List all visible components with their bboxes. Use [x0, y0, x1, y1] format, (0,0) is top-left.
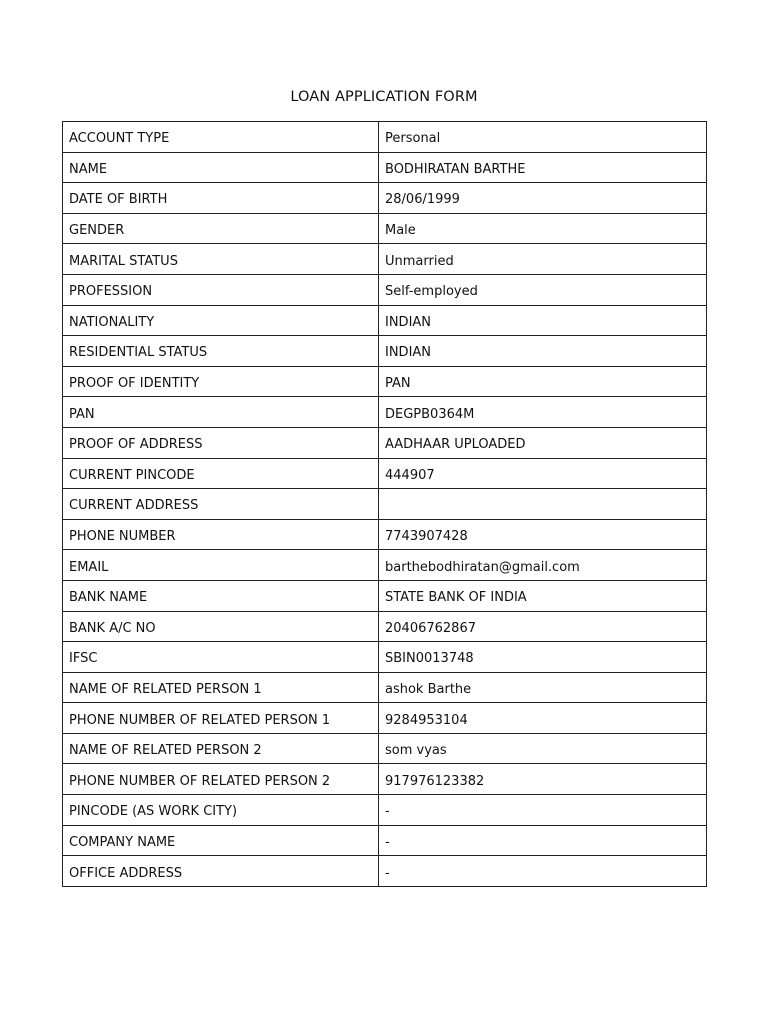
table-row [63, 672, 707, 703]
field-value: INDIAN [385, 314, 432, 330]
field-label: PROOF OF IDENTITY [69, 376, 200, 392]
field-label: PINCODE (AS WORK CITY) [69, 804, 238, 820]
field-value: 444907 [385, 467, 435, 483]
field-value: 9284953104 [385, 712, 468, 728]
field-label-cell [63, 703, 379, 734]
field-value-cell [379, 458, 707, 489]
field-label: NAME OF RELATED PERSON 2 [69, 743, 262, 759]
field-label-cell [63, 213, 379, 244]
table-row [63, 856, 707, 887]
field-label-cell [63, 825, 379, 856]
table-row [63, 152, 707, 183]
field-label: CURRENT PINCODE [69, 467, 195, 483]
field-label: PROFESSION [69, 284, 153, 300]
field-label: BANK A/C NO [69, 620, 156, 636]
field-value-cell [379, 519, 707, 550]
field-value-cell [379, 672, 707, 703]
field-value: ashok Barthe [385, 681, 472, 697]
field-label: DATE OF BIRTH [69, 192, 168, 208]
field-value: DEGPB0364M [385, 406, 475, 422]
table-row [63, 764, 707, 795]
table-row [63, 550, 707, 581]
field-value: AADHAAR UPLOADED [385, 437, 526, 453]
field-value: 7743907428 [385, 529, 468, 545]
field-value-cell [379, 336, 707, 367]
field-value: Unmarried [385, 253, 454, 269]
field-value-cell [379, 366, 707, 397]
field-label: RESIDENTIAL STATUS [69, 345, 208, 361]
field-value: Male [385, 223, 416, 239]
table-row [63, 825, 707, 856]
field-value-cell [379, 183, 707, 214]
field-value-cell [379, 397, 707, 428]
field-label: NAME OF RELATED PERSON 1 [69, 681, 262, 697]
field-value: INDIAN [385, 345, 432, 361]
field-label-cell [63, 274, 379, 305]
table-row [63, 305, 707, 336]
field-label: OFFICE ADDRESS [69, 865, 183, 881]
page-title: LOAN APPLICATION FORM [290, 89, 478, 105]
field-label-cell [63, 580, 379, 611]
field-value-cell [379, 122, 707, 153]
table-row [63, 519, 707, 550]
field-value: - [385, 834, 390, 850]
field-value: 20406762867 [385, 620, 476, 636]
table-row [63, 213, 707, 244]
field-label-cell [63, 152, 379, 183]
field-label: COMPANY NAME [69, 834, 176, 850]
field-value: - [385, 804, 390, 820]
field-value-cell [379, 489, 707, 520]
table-row [63, 703, 707, 734]
table-row [63, 489, 707, 520]
field-value-cell [379, 152, 707, 183]
loan-application-table [62, 121, 707, 887]
field-label: EMAIL [69, 559, 109, 575]
table-row [63, 122, 707, 153]
field-value: som vyas [385, 743, 447, 759]
field-label: BANK NAME [69, 590, 148, 606]
field-label-cell [63, 458, 379, 489]
field-value-cell [379, 825, 707, 856]
table-row [63, 427, 707, 458]
field-value: barthebodhiratan@gmail.com [385, 559, 580, 575]
table-row [63, 274, 707, 305]
field-value: STATE BANK OF INDIA [385, 590, 527, 606]
table-row [63, 336, 707, 367]
table-row [63, 244, 707, 275]
field-label: PROOF OF ADDRESS [69, 437, 203, 453]
field-label-cell [63, 244, 379, 275]
field-value: SBIN0013748 [385, 651, 474, 667]
table-row [63, 366, 707, 397]
field-value-cell [379, 703, 707, 734]
field-value: Self-employed [385, 284, 478, 300]
field-label-cell [63, 427, 379, 458]
field-label-cell [63, 366, 379, 397]
field-value-cell [379, 611, 707, 642]
field-label: PHONE NUMBER OF RELATED PERSON 2 [69, 773, 331, 789]
field-label: NAME [69, 161, 108, 177]
field-value: PAN [385, 376, 411, 392]
form-rows [63, 122, 707, 887]
field-label-cell [63, 336, 379, 367]
field-label-cell [63, 122, 379, 153]
field-label-cell [63, 183, 379, 214]
field-value-cell [379, 427, 707, 458]
field-label: PHONE NUMBER [69, 529, 176, 545]
field-value-cell [379, 274, 707, 305]
field-label: NATIONALITY [69, 314, 155, 330]
table-row [63, 580, 707, 611]
field-label-cell [63, 305, 379, 336]
field-value-cell [379, 305, 707, 336]
field-label: MARITAL STATUS [69, 253, 178, 269]
table-row [63, 611, 707, 642]
table-row [63, 458, 707, 489]
field-label-cell [63, 611, 379, 642]
field-label-cell [63, 672, 379, 703]
table-row [63, 733, 707, 764]
field-value-cell [379, 642, 707, 673]
field-label-cell [63, 764, 379, 795]
field-label-cell [63, 489, 379, 520]
field-value-cell [379, 244, 707, 275]
field-label-cell [63, 642, 379, 673]
field-value: 28/06/1999 [385, 192, 460, 208]
field-value: Personal [385, 131, 441, 147]
field-label: ACCOUNT TYPE [69, 131, 170, 147]
field-value-cell [379, 764, 707, 795]
field-value-cell [379, 213, 707, 244]
field-label-cell [63, 397, 379, 428]
field-label: IFSC [69, 651, 98, 667]
field-label: GENDER [69, 223, 125, 239]
field-label-cell [63, 519, 379, 550]
field-value: 917976123382 [385, 773, 485, 789]
field-label: PAN [69, 406, 95, 422]
table-row [63, 183, 707, 214]
field-value-cell [379, 550, 707, 581]
field-label: PHONE NUMBER OF RELATED PERSON 1 [69, 712, 331, 728]
table-row [63, 795, 707, 826]
field-value-cell [379, 580, 707, 611]
field-label-cell [63, 550, 379, 581]
field-label-cell [63, 856, 379, 887]
field-value-cell [379, 856, 707, 887]
field-value-cell [379, 733, 707, 764]
table-row [63, 397, 707, 428]
field-label-cell [63, 733, 379, 764]
field-value: BODHIRATAN BARTHE [385, 161, 526, 177]
field-value: - [385, 865, 390, 881]
field-label-cell [63, 795, 379, 826]
field-value-cell [379, 795, 707, 826]
field-label: CURRENT ADDRESS [69, 498, 199, 514]
table-row [63, 642, 707, 673]
